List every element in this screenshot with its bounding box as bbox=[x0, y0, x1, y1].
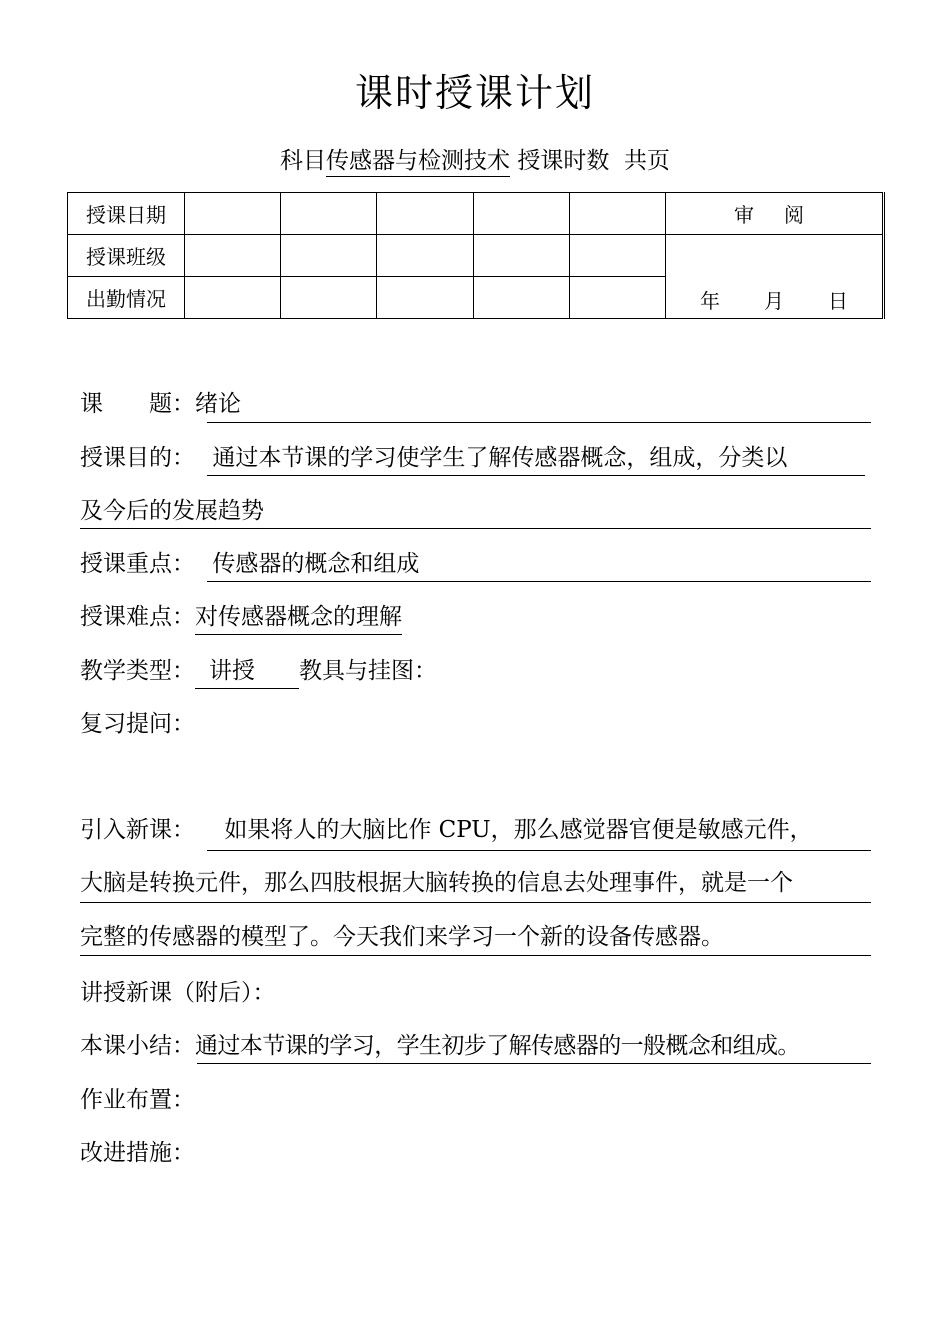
subject-prefix: 科目 bbox=[280, 148, 327, 174]
tools-label: 教具与挂图： bbox=[299, 658, 437, 684]
summary-label: 本课小结： bbox=[80, 1033, 195, 1059]
key-point-label: 授课重点： bbox=[80, 551, 195, 577]
hours-label: 授课时数 bbox=[517, 148, 610, 174]
underline bbox=[207, 850, 871, 851]
month-label: 月 bbox=[764, 289, 784, 313]
introduction-line1: 如果将人的大脑比作 CPU，那么感觉器官便是敏感元件， bbox=[224, 817, 813, 843]
table-cell bbox=[569, 193, 665, 235]
homework-label: 作业布置： bbox=[80, 1087, 195, 1113]
objective-line2: 及今后的发展趋势 bbox=[80, 498, 264, 524]
topic-row bbox=[80, 389, 241, 419]
teaching-type-label: 教学类型： bbox=[80, 658, 195, 684]
table-cell bbox=[473, 193, 569, 235]
difficulty-value: 对传感器概念的理解 bbox=[195, 602, 402, 635]
pages-label: 共页 bbox=[623, 148, 670, 174]
table-row bbox=[68, 193, 884, 235]
objective-line1: 通过本节课的学习使学生了解传感器概念，组成，分类以 bbox=[212, 445, 788, 471]
objective-row bbox=[80, 443, 787, 473]
table-cell bbox=[185, 277, 281, 319]
underline bbox=[207, 475, 865, 476]
table-cell bbox=[281, 235, 377, 277]
subject-line bbox=[0, 142, 950, 175]
table-row bbox=[68, 235, 884, 277]
difficulty-row bbox=[80, 602, 402, 635]
table-cell bbox=[377, 193, 473, 235]
table-cell bbox=[281, 277, 377, 319]
underline bbox=[80, 955, 871, 956]
introduction-line3: 完整的传感器的模型了。今天我们来学习一个新的设备传感器。 bbox=[80, 924, 724, 950]
year-label: 年 bbox=[700, 289, 720, 313]
introduction-label: 引入新课： bbox=[80, 817, 195, 843]
new-lesson-label: 讲授新课（附后）： bbox=[80, 980, 276, 1006]
difficulty-label: 授课难点： bbox=[80, 604, 195, 630]
table-cell bbox=[377, 235, 473, 277]
objective-label: 授课目的： bbox=[80, 445, 195, 471]
review-label: 审阅 bbox=[666, 193, 884, 235]
table-cell bbox=[185, 235, 281, 277]
teaching-type-row bbox=[80, 656, 437, 689]
schedule-table bbox=[67, 192, 885, 319]
key-point-value: 传感器的概念和组成 bbox=[212, 551, 420, 577]
review-questions-label: 复习提问： bbox=[80, 711, 195, 737]
underline bbox=[207, 581, 871, 582]
underline bbox=[80, 528, 871, 529]
topic-value: 绪论 bbox=[195, 391, 241, 417]
underline bbox=[197, 1063, 871, 1064]
underline bbox=[80, 902, 871, 903]
introduction-row bbox=[80, 815, 813, 845]
key-point-row bbox=[80, 549, 419, 579]
teaching-type-value: 讲授 bbox=[195, 656, 299, 689]
table-cell bbox=[569, 277, 665, 319]
row-label-attendance: 出勤情况 bbox=[68, 277, 185, 319]
improvement-label: 改进措施： bbox=[80, 1140, 195, 1166]
table-cell bbox=[569, 235, 665, 277]
summary-row bbox=[80, 1031, 800, 1061]
row-label-date: 授课日期 bbox=[68, 193, 185, 235]
subject-value: 传感器与检测技术 bbox=[326, 148, 510, 177]
review-date-cell bbox=[666, 235, 884, 319]
underline bbox=[207, 422, 871, 423]
day-label: 日 bbox=[828, 289, 848, 313]
table-cell bbox=[185, 193, 281, 235]
table-cell bbox=[281, 193, 377, 235]
page-title: 课时授课计划 bbox=[354, 71, 595, 115]
table-cell bbox=[473, 235, 569, 277]
topic-label: 课 题： bbox=[80, 391, 195, 417]
summary-value: 通过本节课的学习，学生初步了解传感器的一般概念和组成。 bbox=[195, 1033, 800, 1059]
table-cell bbox=[377, 277, 473, 319]
row-label-class: 授课班级 bbox=[68, 235, 185, 277]
table-cell bbox=[473, 277, 569, 319]
introduction-line2: 大脑是转换元件，那么四肢根据大脑转换的信息去处理事件，就是一个 bbox=[80, 870, 793, 896]
